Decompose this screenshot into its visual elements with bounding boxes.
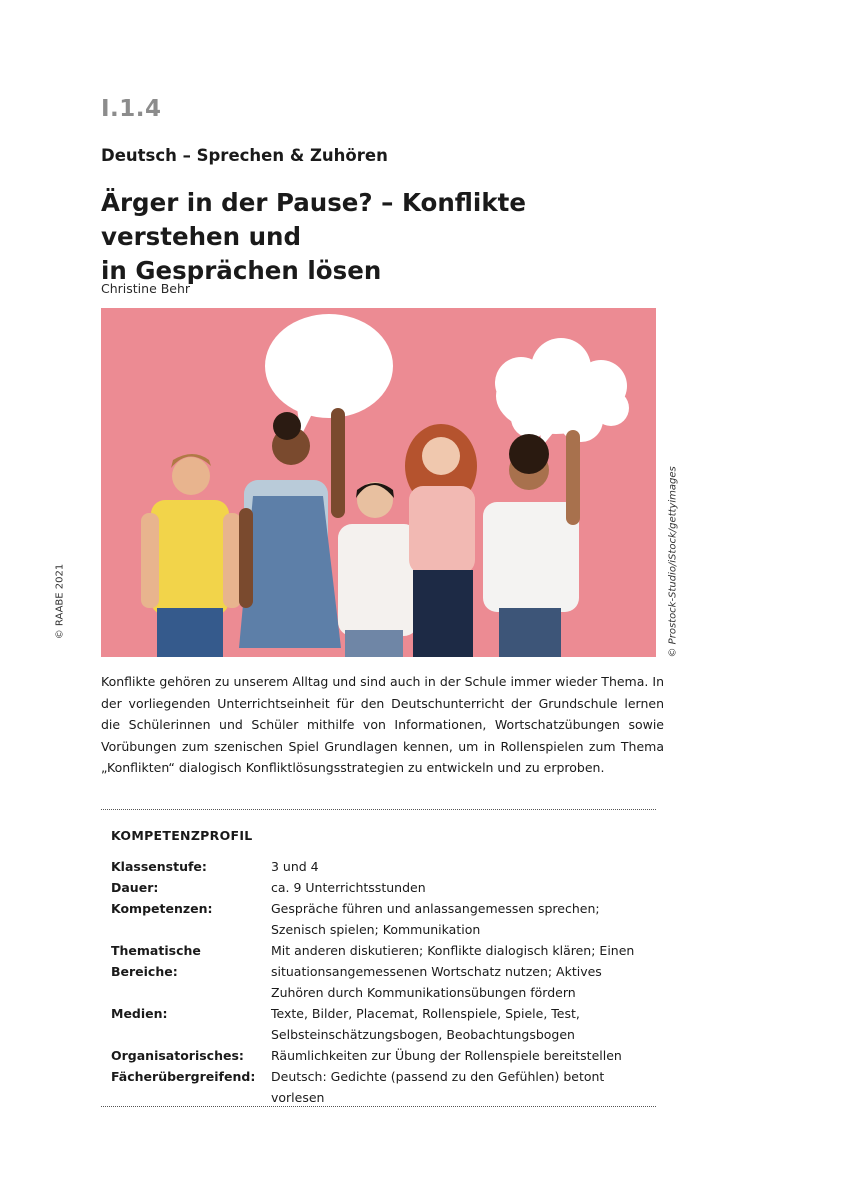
- profile-value: Gespräche führen und anlassangemessen sprechen; Szenisch spielen; Kommunikation: [271, 901, 600, 937]
- profile-label: Kompetenzen:: [111, 901, 213, 916]
- profile-label: Medien:: [111, 1006, 168, 1021]
- profile-row: [111, 1003, 656, 1045]
- profile-label: Klassenstufe:: [111, 859, 207, 874]
- child-pink-shirt: [405, 424, 477, 657]
- profile-label: Dauer:: [111, 880, 159, 895]
- page-title: [101, 186, 661, 288]
- profile-label: Thematische Bereiche:: [111, 943, 201, 979]
- title-line-2: in Gesprächen lösen: [101, 256, 382, 285]
- profile-label: Organisatorisches:: [111, 1048, 244, 1063]
- photo-credit: © Prostock-Studio/iStock/gettyimages: [667, 466, 679, 658]
- profile-value: Mit anderen diskutieren; Konflikte dialogisch klären; Einen situationsangemessenen Wortschatz nutzen; Aktives Zuhören durch Kommunikationsübungen fördern: [271, 943, 635, 1000]
- profile-row: [111, 1066, 656, 1108]
- cover-photo: [101, 308, 656, 657]
- divider-top: [101, 809, 656, 810]
- profile-row: [111, 1045, 656, 1066]
- intro-paragraph: Konflikte gehören zu unserem Alltag und sind auch in der Schule immer wieder Thema. In der vorliegenden Unterrichtseinheit für den Deutschunterricht der Grundschule lernen die Schülerinnen und Schüler mithilfe von Informationen, Wortschatzübungen sowie Vorübungen zum szenischen Spiel Grundlagen kennen, um in Rollenspielen zum Thema „Konflikten“ dialogisch Konfliktlösungsstrategien zu entwickeln und zu erproben.: [101, 674, 664, 775]
- title-line-1: Ärger in der Pause? – Konflikte verstehen und: [101, 188, 526, 251]
- profile-title: KOMPETENZPROFIL: [111, 828, 253, 843]
- profile-label: Fächerübergreifend:: [111, 1069, 256, 1084]
- profile-row: [111, 877, 656, 898]
- profile-value: ca. 9 Unterrichtsstunden: [271, 880, 426, 895]
- profile-value: Räumlichkeiten zur Übung der Rollenspiele bereitstellen: [271, 1048, 622, 1063]
- competence-profile: [111, 856, 656, 1108]
- profile-value: Deutsch: Gedichte (passend zu den Gefühlen) betont vorlesen: [271, 1069, 605, 1105]
- profile-row: [111, 940, 656, 1003]
- profile-row: [111, 898, 656, 940]
- unit-number: I.1.4: [101, 96, 162, 122]
- subject-heading: Deutsch – Sprechen & Zuhören: [101, 146, 388, 165]
- copyright-notice: © RAABE 2021: [54, 563, 66, 640]
- author-name: Christine Behr: [101, 281, 191, 296]
- profile-value: 3 und 4: [271, 859, 319, 874]
- divider-bottom: [101, 1106, 656, 1107]
- profile-value: Texte, Bilder, Placemat, Rollenspiele, Spiele, Test, Selbsteinschätzungsbogen, Beobachtungsbogen: [271, 1006, 580, 1042]
- profile-row: [111, 856, 656, 877]
- children-speech-bubbles-illustration: [101, 308, 656, 657]
